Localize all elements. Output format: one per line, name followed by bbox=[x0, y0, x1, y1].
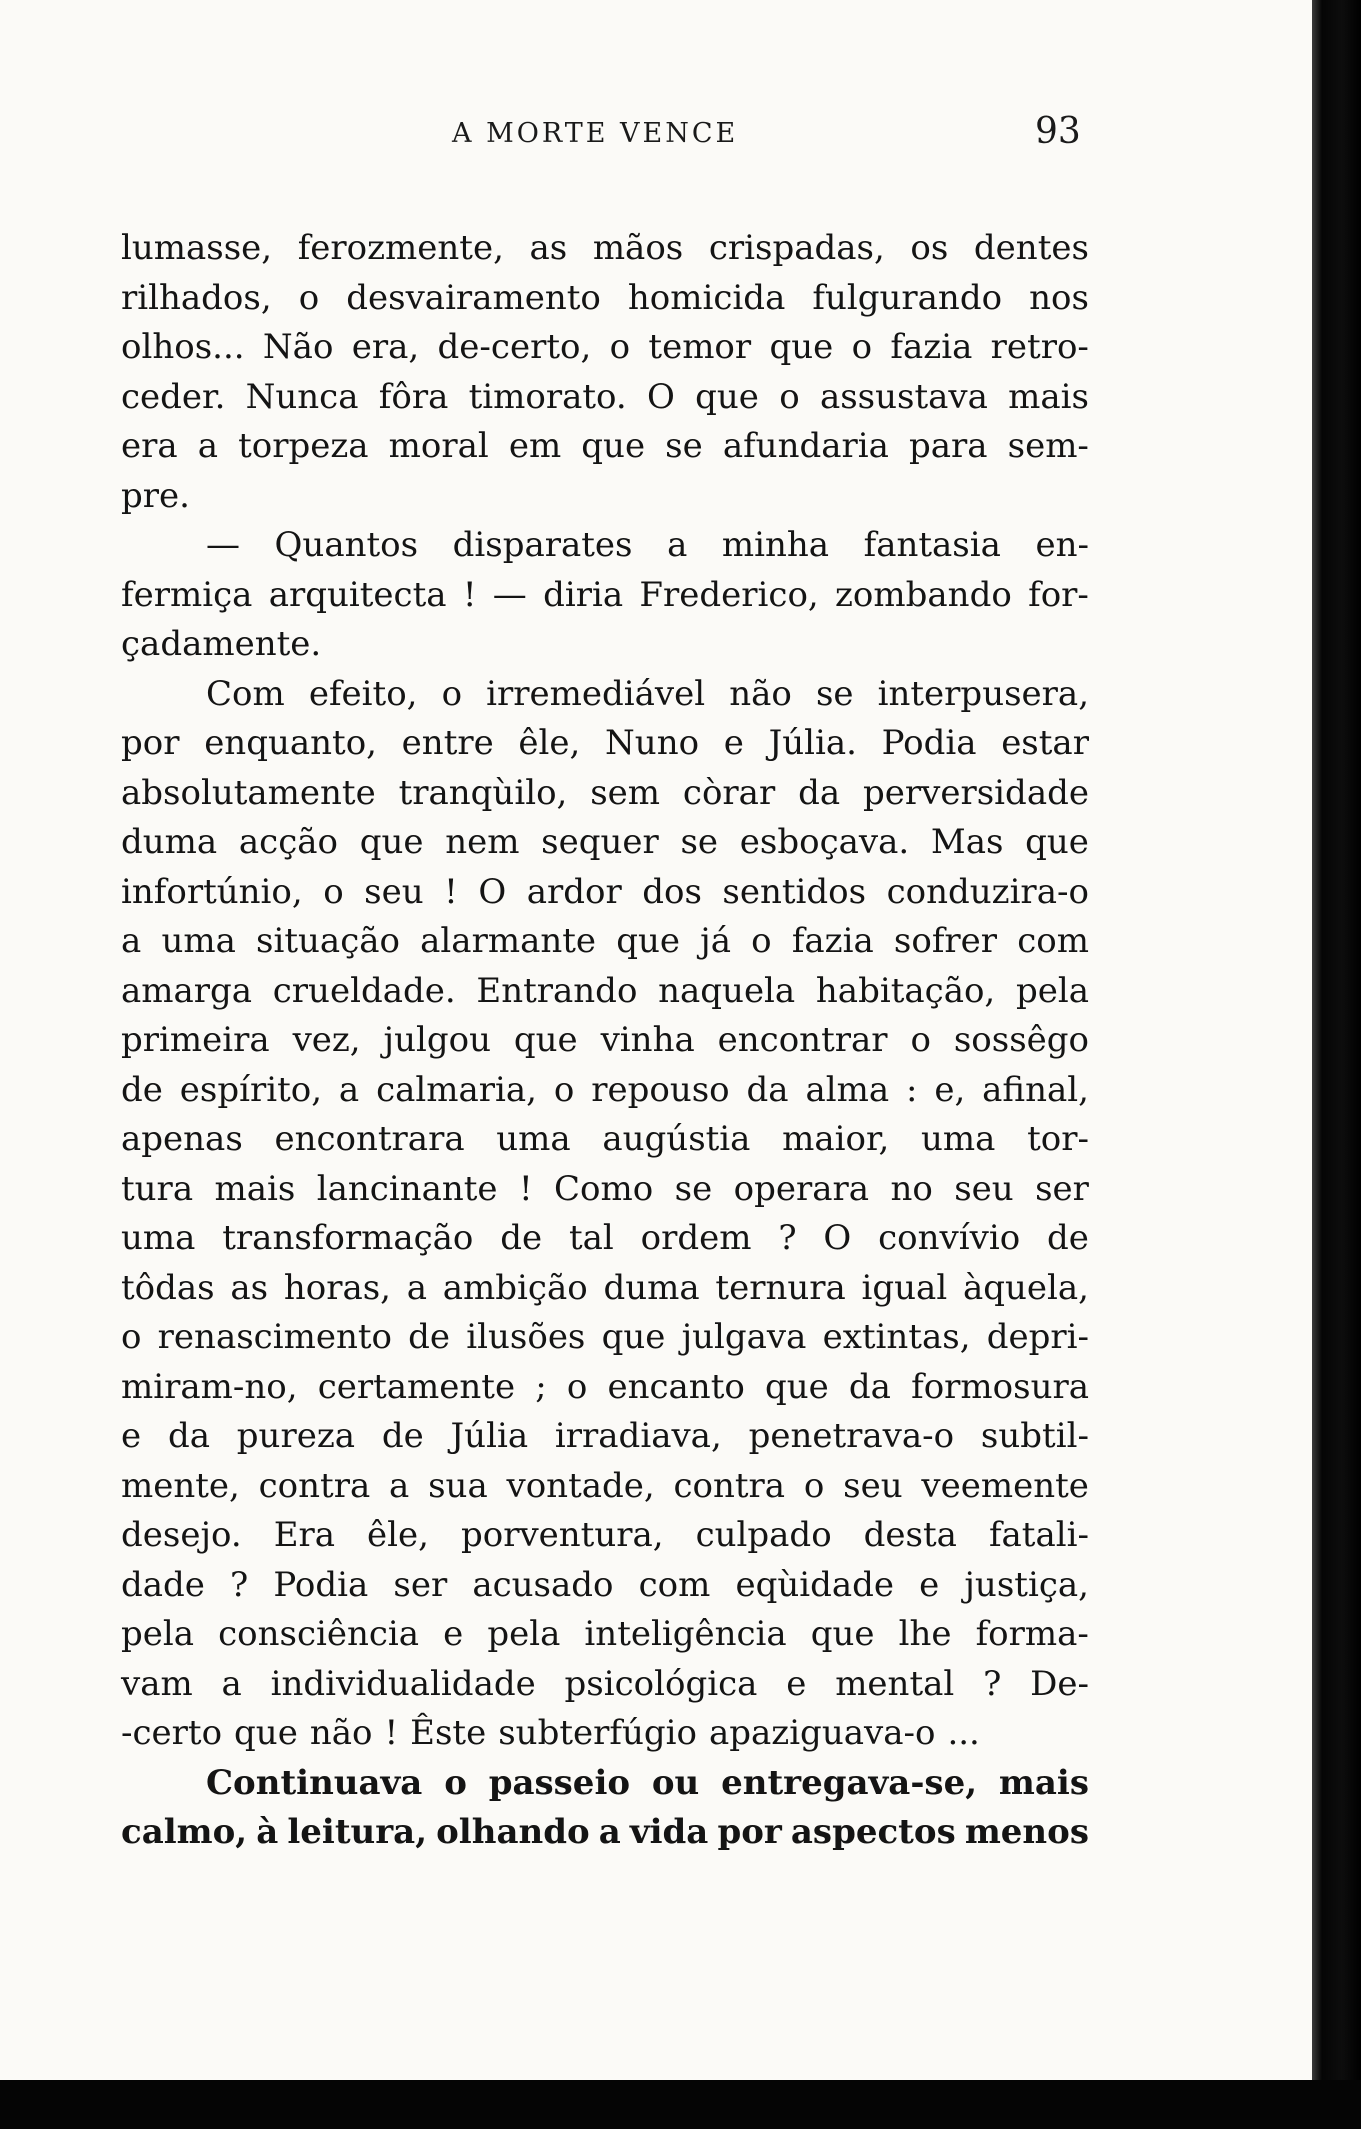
text-line: ceder. Nunca fôra timorato. O que o assustava mais bbox=[121, 376, 1089, 417]
page-number: 93 bbox=[1035, 111, 1081, 152]
text-line: infortúnio, o seu ! O ardor dos sentidos conduzira-o bbox=[121, 871, 1089, 912]
text-line: primeira vez, julgou que vinha encontrar o sossêgo bbox=[121, 1020, 1089, 1060]
text-line: uma transformação de tal ordem ? O convívio de bbox=[121, 1218, 1089, 1258]
text-line: fermiça arquitecta ! — diria Frederico, zombando for- bbox=[121, 574, 1089, 615]
text-line: miram-no, certamente ; o encanto que da formosura bbox=[121, 1366, 1089, 1407]
text-line: — Quantos disparates a minha fantasia en- bbox=[206, 525, 1089, 565]
text-line: absolutamente tranqùilo, sem còrar da perversidade bbox=[121, 772, 1089, 813]
text-line: era a torpeza moral em que se afundaria para sem- bbox=[121, 426, 1089, 466]
text-line: e da pureza de Júlia irradiava, penetrava-o subtil- bbox=[121, 1416, 1089, 1456]
text-line: de espírito, a calmaria, o repouso da alma : e, afinal, bbox=[121, 1069, 1089, 1110]
text-line: pela consciência e pela inteligência que lhe forma- bbox=[121, 1614, 1089, 1654]
text-line: o renascimento de ilusões que julgava extintas, depri- bbox=[121, 1317, 1089, 1357]
text-line: Continuava o passeio ou entregava-se, mais bbox=[206, 1762, 1089, 1803]
text-line: Com efeito, o irremediável não se interpusera, bbox=[206, 673, 1089, 714]
text-line: calmo, à leitura, olhando a vida por aspectos menos bbox=[121, 1812, 1089, 1852]
book-spine-edge bbox=[1312, 0, 1361, 2129]
running-title: A MORTE VENCE bbox=[452, 118, 739, 149]
text-line: a uma situação alarmante que já o fazia sofrer com bbox=[121, 921, 1089, 961]
text-line: amarga crueldade. Entrando naquela habitação, pela bbox=[121, 970, 1089, 1011]
text-line: duma acção que nem sequer se esboçava. Mas que bbox=[121, 822, 1089, 862]
text-line: çadamente. bbox=[121, 624, 322, 664]
text-line: por enquanto, entre êle, Nuno e Júlia. Podia estar bbox=[121, 723, 1089, 763]
text-line: desejo. Era êle, porventura, culpado desta fatali- bbox=[121, 1515, 1089, 1555]
text-line: pre. bbox=[121, 475, 190, 516]
text-line: dade ? Podia ser acusado com eqùidade e justiça, bbox=[121, 1564, 1089, 1605]
text-line: vam a individualidade psicológica e mental ? De- bbox=[121, 1663, 1089, 1704]
text-line: -certo que não ! Êste subterfúgio apaziguava-o ... bbox=[121, 1713, 980, 1753]
body-text bbox=[121, 224, 1089, 1858]
scan-bottom-edge bbox=[0, 2080, 1361, 2129]
text-line: olhos... Não era, de-certo, o temor que o fazia retro- bbox=[121, 327, 1089, 367]
text-line: rilhados, o desvairamento homicida fulgurando nos bbox=[121, 277, 1089, 318]
text-line: tura mais lancinante ! Como se operara no seu ser bbox=[121, 1168, 1089, 1209]
text-line: lumasse, ferozmente, as mãos crispadas, os dentes bbox=[121, 228, 1089, 268]
text-line: mente, contra a sua vontade, contra o seu veemente bbox=[121, 1465, 1089, 1506]
text-line: apenas encontrara uma augústia maior, uma tor- bbox=[121, 1119, 1089, 1159]
text-line: tôdas as horas, a ambição duma ternura igual àquela, bbox=[121, 1267, 1089, 1308]
